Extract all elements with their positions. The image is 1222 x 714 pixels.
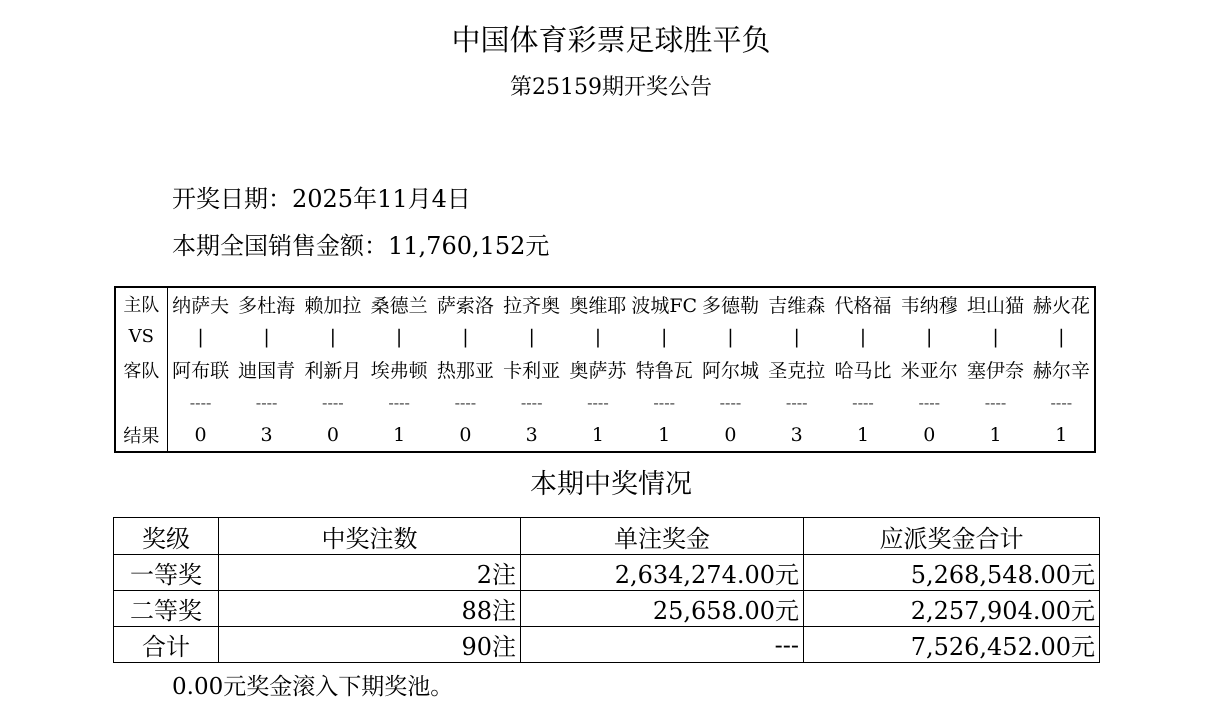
vs-mark: | — [594, 325, 602, 348]
home-team: 赫火花 — [1032, 294, 1090, 317]
match-result: 0 — [923, 424, 936, 446]
vs-mark: | — [1058, 325, 1065, 348]
away-team: 迪国青 — [238, 360, 296, 382]
home-team: 多杜海 — [238, 294, 296, 317]
prize-header-row — [114, 518, 1100, 555]
away-team: 热那亚 — [436, 360, 494, 382]
prize-table — [113, 517, 1100, 663]
away-team: 埃弗顿 — [370, 360, 428, 382]
match-result: 3 — [525, 424, 538, 446]
dash-mark: ---- — [255, 393, 278, 412]
home-team: 奥维耶 — [569, 294, 627, 317]
match-result: 3 — [260, 424, 273, 446]
prize-count: 88注 — [219, 591, 521, 627]
prize-section-title: 本期中奖情况 — [530, 469, 692, 500]
home-label: 主队 — [115, 287, 167, 320]
vs-mark: | — [926, 325, 933, 348]
away-team: 卡利亚 — [503, 360, 561, 382]
prize-level: 合计 — [114, 627, 219, 663]
dash-mark: ---- — [322, 393, 344, 412]
vs-mark: | — [197, 325, 204, 348]
home-row — [115, 287, 1095, 320]
match-result: 1 — [989, 424, 1002, 446]
away-team: 圣克拉 — [768, 360, 826, 382]
vs-row — [115, 320, 1095, 353]
away-team: 米亚尔 — [900, 360, 958, 382]
away-team: 哈马比 — [834, 360, 892, 382]
sales-amount: 11,760,152元 — [388, 232, 550, 260]
home-team: 萨索洛 — [436, 294, 494, 317]
draw-date-value: 2025年11月4日 — [292, 185, 471, 213]
home-team: 多德勒 — [701, 294, 759, 317]
dash-mark: ---- — [852, 393, 874, 412]
dash-mark: ---- — [984, 393, 1007, 412]
home-team: 吉维森 — [768, 294, 826, 317]
match-result: 0 — [459, 424, 472, 446]
match-table — [114, 286, 1096, 453]
sales-line — [172, 229, 549, 263]
away-label: 客队 — [115, 353, 167, 386]
home-team: 赖加拉 — [304, 294, 362, 317]
vs-mark: | — [793, 325, 800, 348]
away-team: 阿尔城 — [701, 360, 759, 382]
away-team: 特鲁瓦 — [635, 360, 693, 382]
match-result: 1 — [1055, 424, 1068, 446]
dash-mark: ---- — [587, 393, 609, 412]
vs-mark: | — [859, 325, 867, 348]
dash-row — [115, 386, 1095, 419]
vs-mark: | — [992, 325, 999, 348]
match-result: 1 — [393, 424, 406, 446]
prize-level: 二等奖 — [114, 591, 219, 627]
result-row — [115, 419, 1095, 452]
vs-mark: | — [528, 325, 535, 348]
dash-label — [115, 386, 167, 419]
match-result: 1 — [856, 424, 870, 446]
prize-per-bet: --- — [521, 627, 804, 663]
vs-mark: | — [660, 325, 668, 348]
home-team: 纳萨夫 — [172, 294, 230, 317]
dash-mark: ---- — [719, 393, 742, 412]
dash-mark: ---- — [653, 393, 675, 412]
match-result: 3 — [790, 424, 803, 446]
dash-mark: ---- — [918, 393, 941, 412]
home-team: 拉齐奥 — [503, 294, 561, 317]
header-total: 应派奖金合计 — [804, 518, 1100, 555]
home-team: 波城FC — [631, 294, 698, 317]
dash-mark: ---- — [1050, 393, 1073, 412]
prize-row-second — [114, 591, 1100, 627]
home-team: 桑德兰 — [370, 294, 428, 317]
dash-mark: ---- — [388, 393, 410, 412]
draw-date-label: 开奖日期： — [172, 185, 292, 213]
match-result: 1 — [658, 424, 671, 446]
away-team: 利新月 — [304, 360, 362, 382]
vs-label: VS — [115, 320, 167, 353]
prize-total: 2,257,904.00元 — [804, 591, 1100, 627]
prize-count: 2注 — [219, 555, 521, 591]
page-title: 中国体育彩票足球胜平负 — [451, 23, 771, 57]
dash-mark: ---- — [785, 393, 808, 412]
prize-total: 5,268,548.00元 — [804, 555, 1100, 591]
vs-mark: | — [462, 325, 469, 348]
header-per-bet: 单注奖金 — [521, 518, 804, 555]
away-row — [115, 353, 1095, 386]
prize-per-bet: 2,634,274.00元 — [521, 555, 804, 591]
header-level: 奖级 — [114, 518, 219, 555]
dash-mark: ---- — [454, 393, 477, 412]
prize-per-bet: 25,658.00元 — [521, 591, 804, 627]
vs-mark: | — [329, 325, 337, 348]
prize-row-first — [114, 555, 1100, 591]
home-team: 韦纳穆 — [900, 294, 958, 317]
vs-mark: | — [727, 325, 734, 348]
prize-level: 一等奖 — [114, 555, 219, 591]
away-team: 阿布联 — [172, 360, 230, 382]
dash-mark: ---- — [520, 393, 543, 412]
home-team: 坦山猫 — [967, 294, 1025, 317]
prize-row-total — [114, 627, 1100, 663]
match-result: 0 — [326, 424, 339, 446]
draw-date-line — [172, 182, 471, 216]
match-result: 0 — [724, 424, 737, 446]
match-result: 0 — [194, 424, 207, 446]
prize-count: 90注 — [219, 627, 521, 663]
away-team: 塞伊奈 — [967, 360, 1025, 382]
away-team: 赫尔辛 — [1032, 360, 1090, 382]
match-result: 1 — [591, 424, 604, 446]
home-team: 代格福 — [834, 294, 892, 317]
vs-mark: | — [395, 325, 403, 348]
rollover-note: 0.00元奖金滚入下期奖池。 — [172, 674, 454, 700]
away-team: 奥萨苏 — [569, 360, 627, 382]
dash-mark: ---- — [189, 393, 212, 412]
sales-label: 本期全国销售金额： — [172, 232, 388, 260]
result-label: 结果 — [115, 419, 167, 452]
vs-mark: | — [263, 325, 270, 348]
header-count: 中奖注数 — [219, 518, 521, 555]
issue-subtitle: 第25159期开奖公告 — [510, 75, 712, 100]
prize-total: 7,526,452.00元 — [804, 627, 1100, 663]
